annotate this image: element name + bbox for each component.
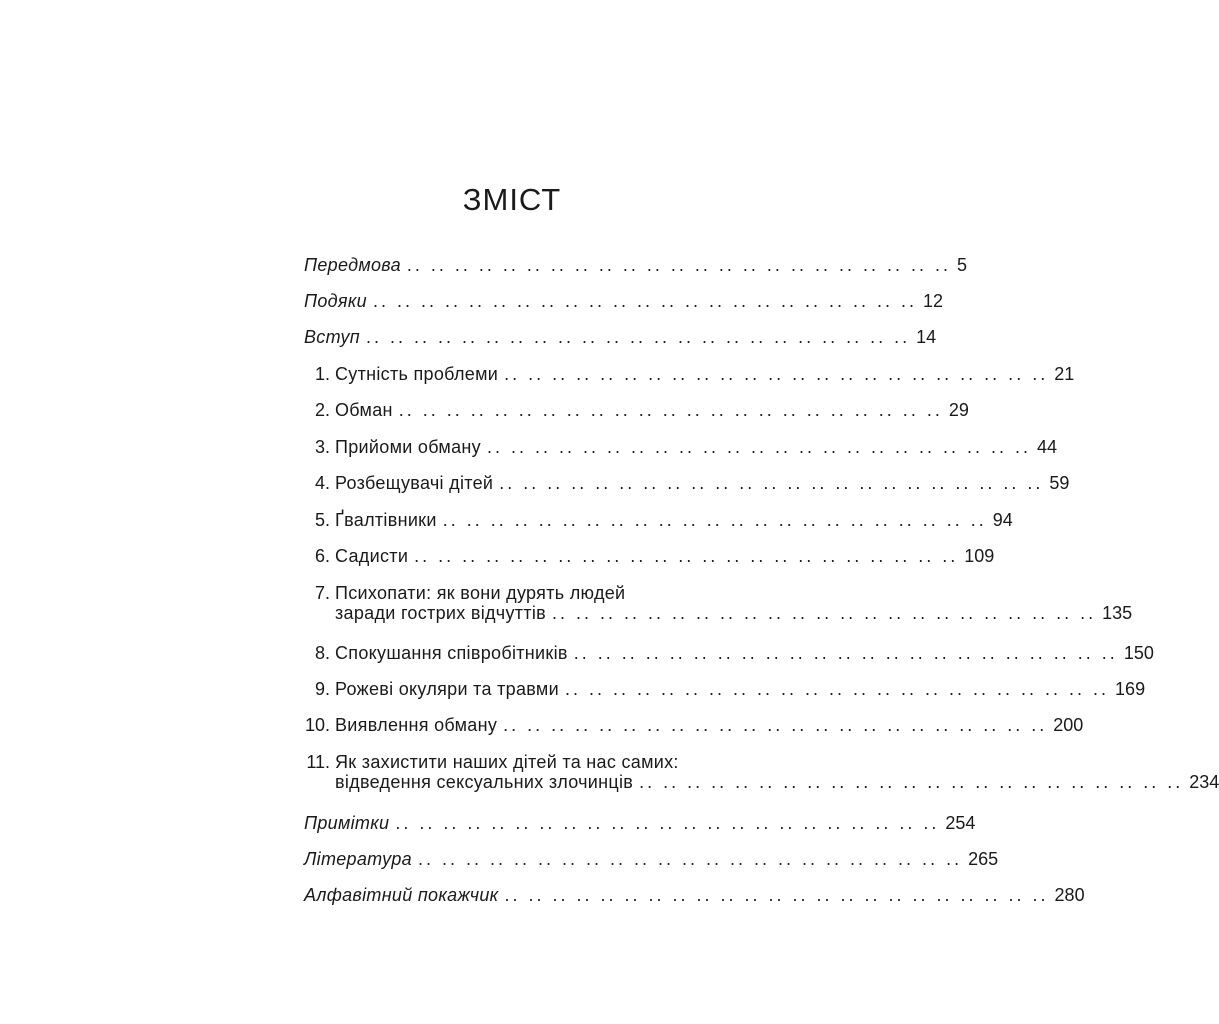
toc-label-continuation: заради гострих відчуттів (335, 603, 547, 623)
toc-page-number: 254 (945, 813, 976, 833)
toc-line (304, 436, 1058, 458)
toc-entry (304, 436, 1058, 458)
dot-leader: .. .. .. .. .. .. .. .. .. .. .. .. .. .. .. .. .. .. .. .. .. .. .. (499, 473, 1044, 493)
toc-page-number: 265 (968, 849, 999, 869)
toc-number: 4. (314, 473, 330, 493)
toc-label: Садисти (335, 546, 409, 566)
toc-page-number: 44 (1037, 437, 1058, 457)
toc-number: 11. (306, 752, 330, 772)
dot-leader: .. .. .. .. .. .. .. .. .. .. .. .. .. .. .. .. .. .. .. .. .. .. .. (639, 772, 1184, 792)
dot-leader: .. .. .. .. .. .. .. .. .. .. .. .. .. .. .. .. .. .. .. .. .. .. .. (414, 546, 959, 566)
toc-number: 5. (314, 510, 330, 530)
toc-label: Вступ (304, 327, 361, 347)
toc-entry (304, 472, 1070, 494)
toc-number: 1. (314, 364, 330, 384)
toc-page-number: 14 (916, 327, 937, 347)
dot-leader: .. .. .. .. .. .. .. .. .. .. .. .. .. .. .. .. .. .. .. .. .. .. .. (564, 679, 1110, 699)
toc-page-number: 135 (1102, 603, 1133, 623)
toc-label: Література (304, 849, 412, 869)
toc-entry (304, 399, 969, 421)
toc-line (304, 399, 969, 421)
dot-leader: .. .. .. .. .. .. .. .. .. .. .. .. .. .. .. .. .. .. .. .. .. .. .. (504, 364, 1049, 384)
dot-leader: .. .. .. .. .. .. .. .. .. .. .. .. .. .. .. .. .. .. .. .. .. .. .. (503, 715, 1048, 735)
toc-label: Прийоми обману (335, 437, 481, 457)
toc-label: Передмова (304, 255, 401, 275)
toc-line (304, 812, 976, 834)
toc-entry (304, 642, 1154, 664)
toc-page-number: 200 (1053, 715, 1084, 735)
dot-leader: .. .. .. .. .. .. .. .. .. .. .. .. .. .. .. .. .. .. .. .. .. .. .. (573, 643, 1118, 663)
toc-page-number: 109 (964, 546, 995, 566)
toc-label: Обман (335, 400, 393, 420)
toc-label: Спокушання співробітників (335, 643, 568, 663)
toc-page-number: 234 (1189, 772, 1219, 792)
toc-line (304, 472, 1070, 494)
dot-leader: .. .. .. .. .. .. .. .. .. .. .. .. .. .. .. .. .. .. .. .. .. .. .. (395, 813, 940, 833)
toc-entry (304, 582, 1133, 624)
toc-line (304, 602, 1133, 624)
toc-number: 8. (314, 643, 330, 663)
toc-label: Сутність проблеми (335, 364, 499, 384)
toc-line (304, 678, 1146, 700)
toc-entry (304, 290, 944, 312)
toc-entry (304, 326, 937, 348)
toc-number: 6. (314, 546, 330, 566)
toc-line (304, 363, 1075, 385)
dot-leader: .. .. .. .. .. .. .. .. .. .. .. .. .. .. .. .. .. .. .. .. .. .. .. (504, 885, 1049, 905)
toc-page-number: 169 (1115, 679, 1146, 699)
toc-line (304, 545, 995, 567)
toc-label: Подяки (304, 291, 367, 311)
dot-leader: .. .. .. .. .. .. .. .. .. .. .. .. .. .. .. .. .. .. .. .. .. .. .. (372, 291, 918, 311)
toc-number: 7. (314, 583, 330, 603)
toc-line (304, 751, 742, 773)
dot-leader: .. .. .. .. .. .. .. .. .. .. .. .. .. .. .. .. .. .. .. .. .. .. .. (552, 603, 1097, 623)
toc-line (304, 254, 967, 276)
toc-entry (304, 884, 1085, 906)
toc-line (304, 290, 944, 312)
toc-number: 2. (314, 400, 330, 420)
toc-line (304, 509, 1013, 531)
toc-number: 3. (314, 437, 330, 457)
toc-label: Алфавітний покажчик (304, 885, 499, 905)
toc-line (304, 582, 742, 604)
toc-label-continuation: відведення сексуальних злочинців (335, 772, 634, 792)
toc-entry (304, 714, 1084, 736)
toc-entry (304, 254, 967, 276)
toc-line (304, 714, 1084, 736)
toc-label: Рожеві окуляри та травми (335, 679, 559, 699)
toc-entry (304, 751, 1219, 793)
toc-page-number: 150 (1123, 643, 1154, 663)
toc-label: Як захистити наших дітей та нас самих: (335, 752, 679, 772)
toc-label: Виявлення обману (335, 715, 498, 735)
toc-entry (304, 363, 1075, 385)
toc-page-number: 94 (992, 510, 1013, 530)
toc-line (304, 771, 1219, 793)
toc-entry (304, 848, 999, 870)
toc-page-number: 59 (1049, 473, 1070, 493)
toc-label: Психопати: як вони дурять людей (335, 583, 626, 603)
toc-label: Примітки (304, 813, 390, 833)
toc-label: Розбещувачі дітей (335, 473, 494, 493)
toc-label: Ґвалтівники (335, 510, 437, 530)
toc-entry (304, 545, 995, 567)
toc-line (304, 848, 999, 870)
dot-leader: .. .. .. .. .. .. .. .. .. .. .. .. .. .. .. .. .. .. .. .. .. .. .. (398, 400, 943, 420)
toc-number: 9. (314, 679, 330, 699)
toc-entry (304, 812, 976, 834)
toc-line (304, 326, 937, 348)
dot-leader: .. .. .. .. .. .. .. .. .. .. .. .. .. .. .. .. .. .. .. .. .. .. .. (442, 510, 987, 530)
dot-leader: .. .. .. .. .. .. .. .. .. .. .. .. .. .. .. .. .. .. .. .. .. .. .. (366, 327, 911, 347)
toc-entry (304, 509, 1013, 531)
toc-page-number: 12 (923, 291, 944, 311)
toc-number: 10. (304, 715, 330, 735)
toc-page-number: 29 (948, 400, 969, 420)
toc-entry (304, 678, 1146, 700)
toc-line (304, 884, 1085, 906)
dot-leader: .. .. .. .. .. .. .. .. .. .. .. .. .. .. .. .. .. .. .. .. .. .. .. (418, 849, 963, 869)
toc-page-number: 21 (1054, 364, 1075, 384)
dot-leader: .. .. .. .. .. .. .. .. .. .. .. .. .. .. .. .. .. .. .. .. .. .. .. (486, 437, 1032, 457)
toc-line (304, 642, 1154, 664)
dot-leader: .. .. .. .. .. .. .. .. .. .. .. .. .. .. .. .. .. .. .. .. .. .. .. (406, 255, 951, 275)
toc-page-number: 280 (1054, 885, 1085, 905)
toc-page-number: 5 (956, 255, 967, 275)
page-title: ЗМІСТ (462, 182, 562, 217)
